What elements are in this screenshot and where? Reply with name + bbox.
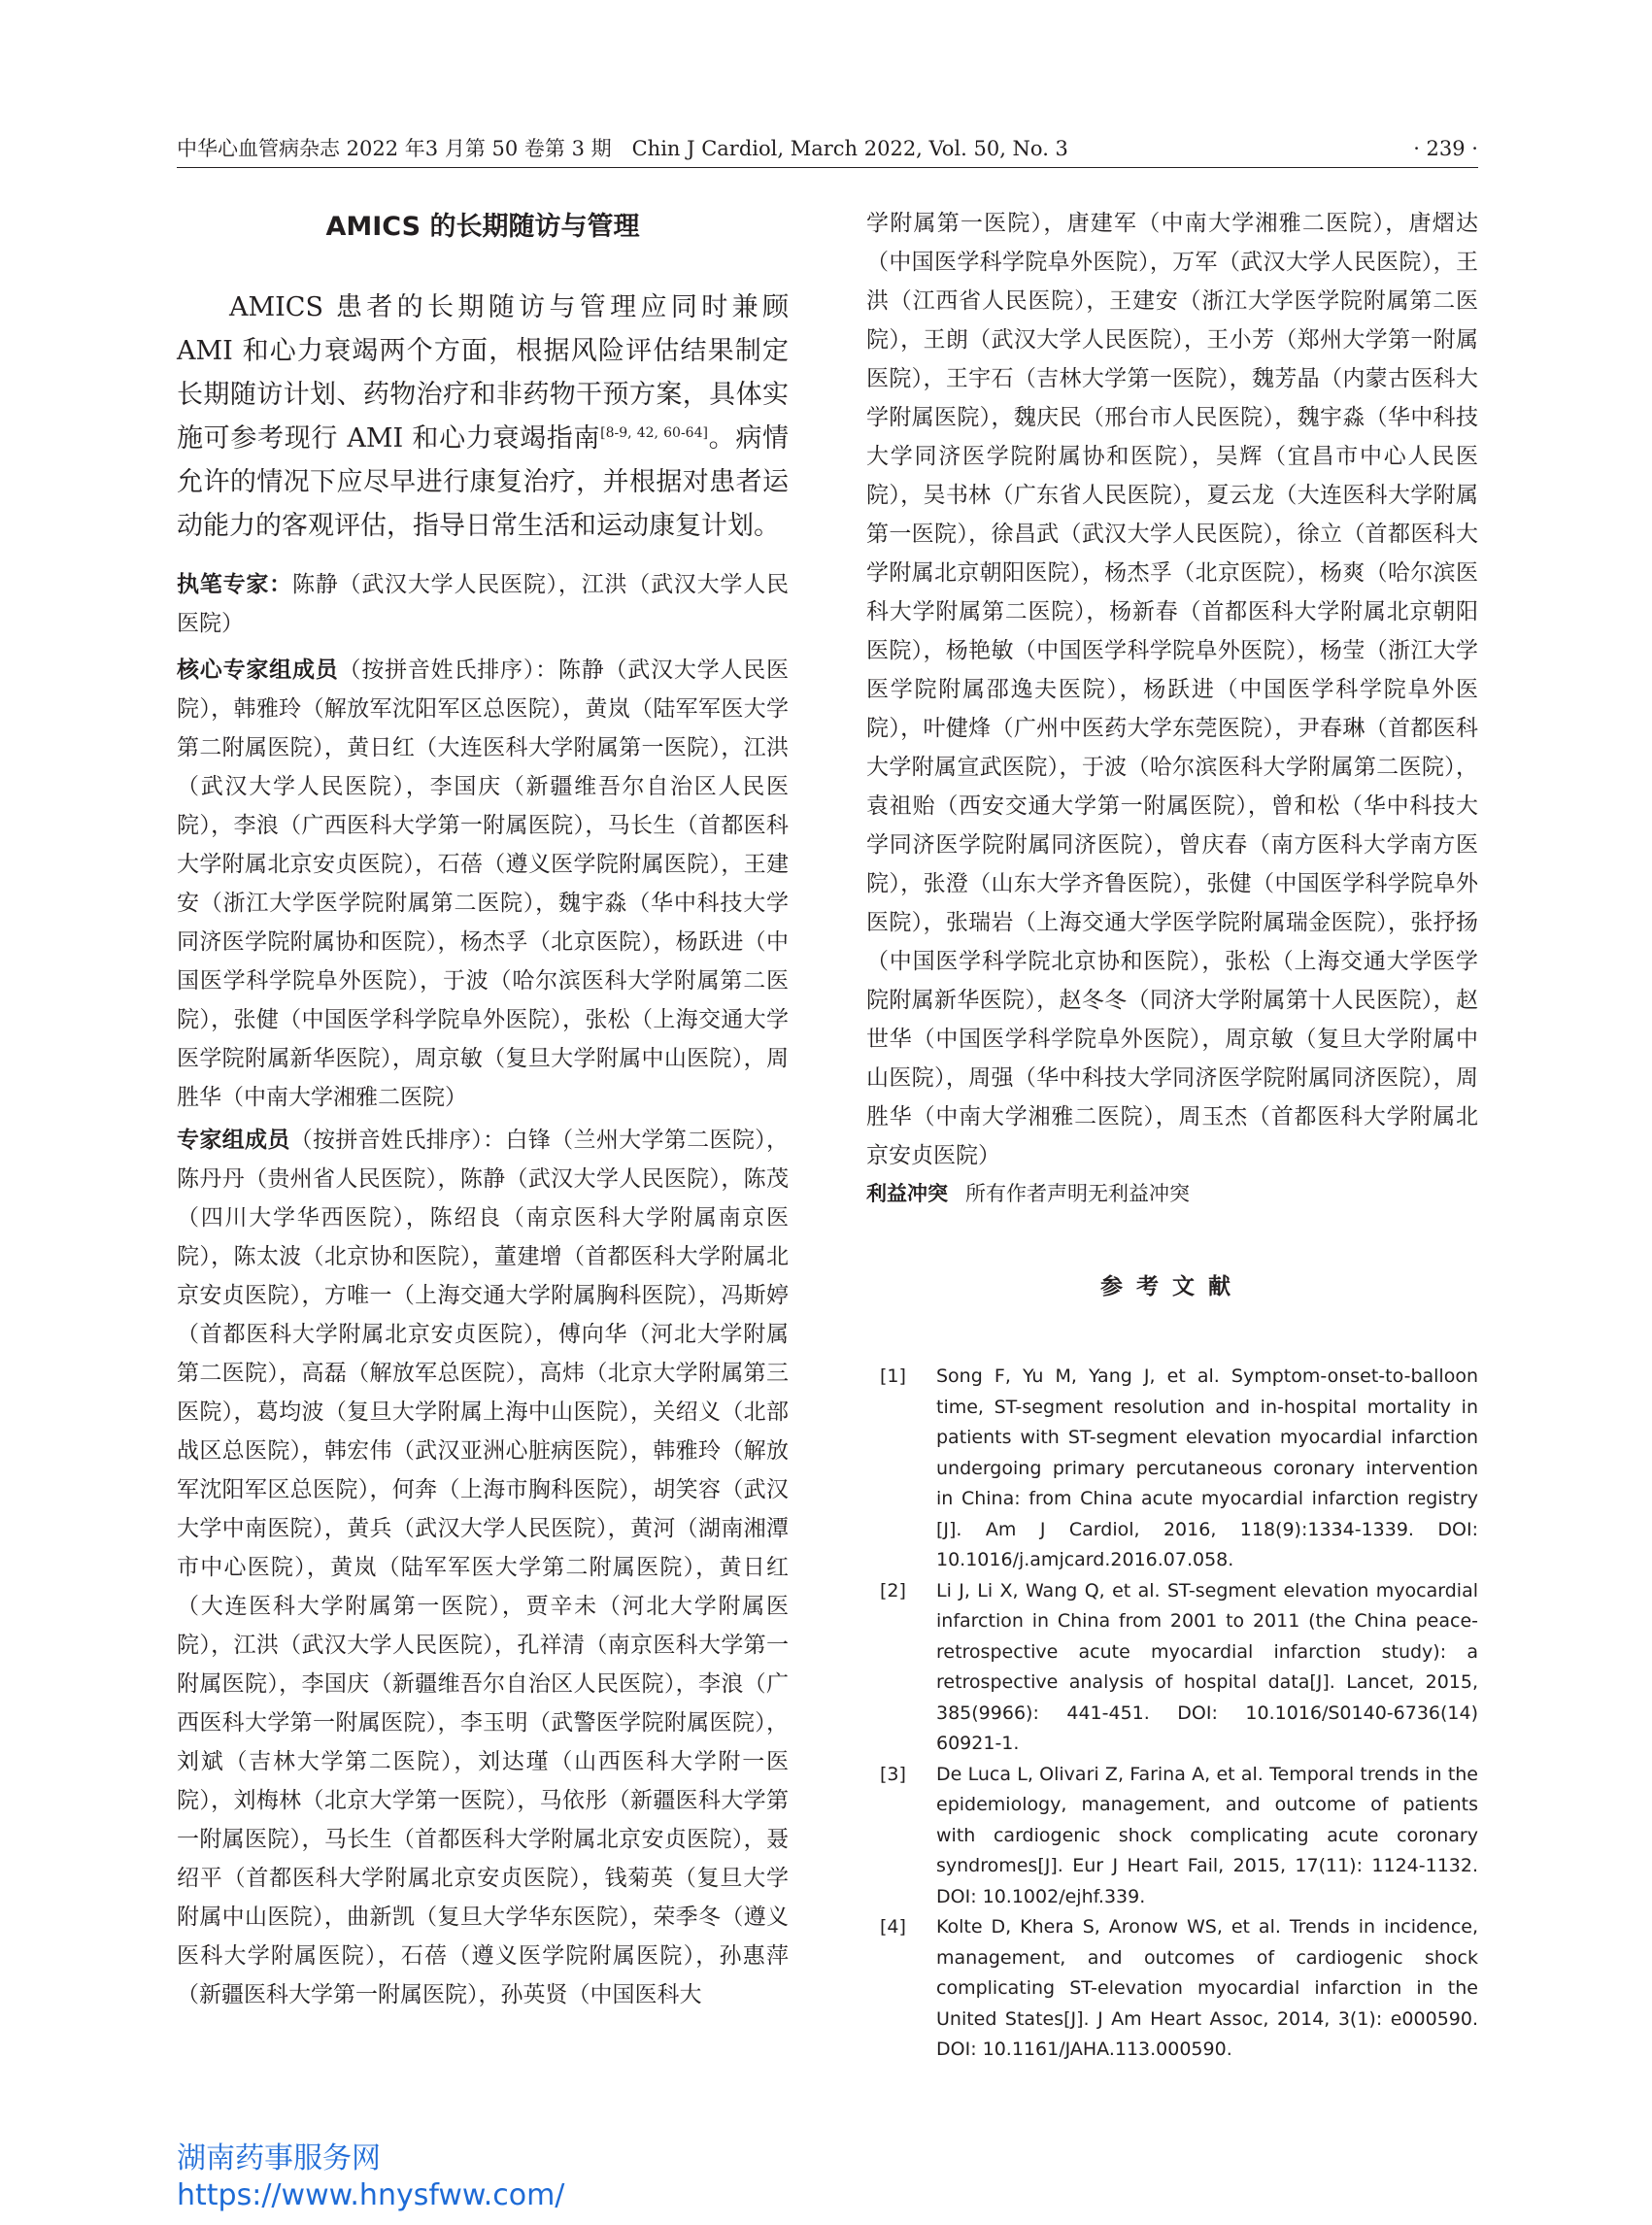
- reference-text: Kolte D, Khera S, Aronow WS, et al. Trends in incidence, management, and outcomes of cardiogenic shock complicating ST-elevation myocardial infarction in the United States[J]. J Am Heart Assoc, 2014, 3(1): e000590. DOI: 10.1161/JAHA.113.000590.: [936, 1916, 1478, 2060]
- experts-text: （按拼音姓氏排序）：白锋（兰州大学第二医院），陈丹丹（贵州省人民医院），陈静（武汉大学人民医院），陈茂（四川大学华西医院），陈绍良（南京医科大学附属南京医院），陈太波（北京协和医院），董建增（首都医科大学附属北京安贞医院），方唯一（上海交通大学附属胸科医院），冯斯婷（首都医科大学附属北京安贞医院），傅向华（河北大学附属第二医院），高磊（解放军总医院），高炜（北京大学附属第三医院），葛均波（复旦大学附属上海中山医院），关绍义（北部战区总医院），韩宏伟（武汉亚洲心脏病医院），韩雅玲（解放军沈阳军区总医院），何奔（上海市胸科医院），胡笑容（武汉大学中南医院），黄兵（武汉大学人民医院），黄河（湖南湘潭市中心医院），黄岚（陆军军医大学第二附属医院），黄日红（大连医科大学附属第一医院），贾辛未（河北大学附属医院），江洪（武汉大学人民医院），孔祥清（南京医科大学第一附属医院），李国庆（新疆维吾尔自治区人民医院），李浪（广西医科大学第一附属医院），李玉明（武警医学院附属医院），刘斌（吉林大学第二医院），刘达瑾（山西医科大学附一医院），刘梅林（北京大学第一医院），马依彤（新疆医科大学第一附属医院），马长生（首都医科大学附属北京安贞医院），聂绍平（首都医科大学附属北京安贞医院），钱菊英（复旦大学附属中山医院），曲新凯（复旦大学华东医院），荣季冬（遵义医科大学附属医院），石蓓（遵义医学院附属医院），孙惠萍（新疆医科大学第一附属医院），孙英贤（中国医科大: [177, 1128, 790, 2007]
- watermark-site-name: 湖南药事服务网: [177, 2141, 381, 2175]
- reference-number: [3]: [880, 1763, 906, 1785]
- core-experts-label: 核心专家组成员: [177, 657, 339, 683]
- reference-text: De Luca L, Olivari Z, Farina A, et al. Temporal trends in the epidemiology, management, and outcome of patients with cardiogenic shock complicating acute coronary syndromes[J]. Eur J Heart Fail, 2015, 17(11): 1124-1132. DOI: 10.1002/ejhf.339.: [936, 1763, 1478, 1907]
- reference-number: [2]: [880, 1579, 906, 1601]
- header-rule: [177, 167, 1478, 168]
- core-experts-text: （按拼音姓氏排序）：陈静（武汉大学人民医院），韩雅玲（解放军沈阳军区总医院），黄岚（陆军军医大学第二附属医院），黄日红（大连医科大学附属第一医院），江洪（武汉大学人民医院），李国庆（新疆维吾尔自治区人民医院），李浪（广西医科大学第一附属医院），马长生（首都医科大学附属北京安贞医院），石蓓（遵义医学院附属医院），王建安（浙江大学医学院附属第二医院），魏宇淼（华中科技大学同济医学院附属协和医院），杨杰孚（北京医院），杨跃进（中国医学科学院阜外医院），于波（哈尔滨医科大学附属第二医院），张健（中国医学科学院阜外医院），张松（上海交通大学医学院附属新华医院），周京敏（复旦大学附属中山医院），周胜华（中南大学湘雅二医院）: [177, 657, 790, 1110]
- running-header: [177, 134, 1478, 163]
- reference-text: Li J, Li X, Wang Q, et al. ST-segment elevation myocardial infarction in China from 2001 to 2011 (the China peace-retrospective acute myocardial infarction study): a retrospective analysis of hospital data[J]. Lancet, 2015, 385(9966): 441-451. DOI: 10.1016/S0140-6736(14) 60921-1.: [936, 1579, 1478, 1754]
- coi-label: 利益冲突: [866, 1182, 948, 1205]
- page-number: · 239 ·: [1413, 137, 1478, 160]
- references-title: 参考文献: [1100, 1274, 1244, 1299]
- intro-paragraph: [177, 286, 789, 548]
- expert-group: [177, 1121, 789, 2014]
- coi-text: 所有作者声明无利益冲突: [965, 1182, 1190, 1205]
- intro-text: AMICS 患者的长期随访与管理应同时兼顾 AMI 和心力衰竭两个方面，根据风险评估结果制定长期随访计划、药物治疗和非药物干预方案，具体实施可参考现行 AMI 和心力衰竭指南: [177, 292, 789, 454]
- intro-citation: [8-9, 42, 60-64]: [600, 425, 708, 441]
- watermark-url[interactable]: https://www.hnysfww.com/: [177, 2178, 565, 2212]
- core-experts: [177, 651, 789, 1117]
- right-column: [866, 204, 1478, 2066]
- intro-tail: 。病情允许的情况下应尽早进行康复治疗，并根据对患者运动能力的客观评估，指导日常生活和运动康复计划。: [177, 423, 790, 541]
- writing-experts-label: 执笔专家：: [177, 572, 292, 597]
- reference-number: [4]: [880, 1916, 906, 1938]
- reference-item: [866, 1362, 1478, 1576]
- writing-experts-text: 陈静（武汉大学人民医院），江洪（武汉大学人民医院）: [177, 572, 790, 636]
- writing-experts: [177, 565, 789, 643]
- reference-number: [1]: [880, 1365, 906, 1387]
- reference-list: [866, 1362, 1478, 2066]
- experts-label: 专家组成员: [177, 1128, 290, 1153]
- reference-item: [866, 1760, 1478, 1913]
- journal-citation-line: 中华心血管病杂志 2022 年3 月第 50 卷第 3 期 Chin J Cardiol, March 2022, Vol. 50, No. 3: [177, 137, 1068, 160]
- site-watermark: [177, 2141, 564, 2214]
- reference-item: [866, 1912, 1478, 2066]
- reference-text: Song F, Yu M, Yang J, et al. Symptom-onset-to-balloon time, ST-segment resolution and in-hospital mortality in patients with ST-segment elevation myocardial infarction undergoing primary percutaneous coronary intervention in China: from China acute myocardial infarction registry [J]. Am J Cardiol, 2016, 118(9):1334-1339. DOI: 10.1016/j.amjcard.2016.07.058.: [936, 1365, 1478, 1570]
- conflict-of-interest: [866, 1177, 1478, 1210]
- section-title: AMICS 的长期随访与管理: [325, 212, 640, 242]
- left-column: [177, 204, 789, 2014]
- expert-group-continued: 学附属第一医院），唐建军（中南大学湘雅二医院），唐熠达（中国医学科学院阜外医院），万军（武汉大学人民医院），王洪（江西省人民医院），王建安（浙江大学医学院附属第二医院），王朗（武汉大学人民医院），王小芳（郑州大学第一附属医院），王宇石（吉林大学第一医院），魏芳晶（内蒙古医科大学附属医院），魏庆民（邢台市人民医院），魏宇淼（华中科技大学同济医学院附属协和医院），吴辉（宜昌市中心人民医院），吴书林（广东省人民医院），夏云龙（大连医科大学附属第一医院），徐昌武（武汉大学人民医院），徐立（首都医科大学附属北京朝阳医院），杨杰孚（北京医院），杨爽（哈尔滨医科大学附属第二医院），杨新春（首都医科大学附属北京朝阳医院），杨艳敏（中国医学科学院阜外医院），杨莹（浙江大学医学院附属邵逸夫医院），杨跃进（中国医学科学院阜外医院），叶健烽（广州中医药大学东莞医院），尹春琳（首都医科大学附属宣武医院），于波（哈尔滨医科大学附属第二医院），袁祖贻（西安交通大学第一附属医院），曾和松（华中科技大学同济医学院附属同济医院），曾庆春（南方医科大学南方医院），张澄（山东大学齐鲁医院），张健（中国医学科学院阜外医院），张瑞岩（上海交通大学医学院附属瑞金医院），张抒扬（中国医学科学院北京协和医院），张松（上海交通大学医学院附属新华医院），赵冬冬（同济大学附属第十人民医院），赵世华（中国医学科学院阜外医院），周京敏（复旦大学附属中山医院），周强（华中科技大学同济医学院附属同济医院），周胜华（中南大学湘雅二医院），周玉杰（首都医科大学附属北京安贞医院）: [866, 211, 1478, 1168]
- reference-item: [866, 1576, 1478, 1760]
